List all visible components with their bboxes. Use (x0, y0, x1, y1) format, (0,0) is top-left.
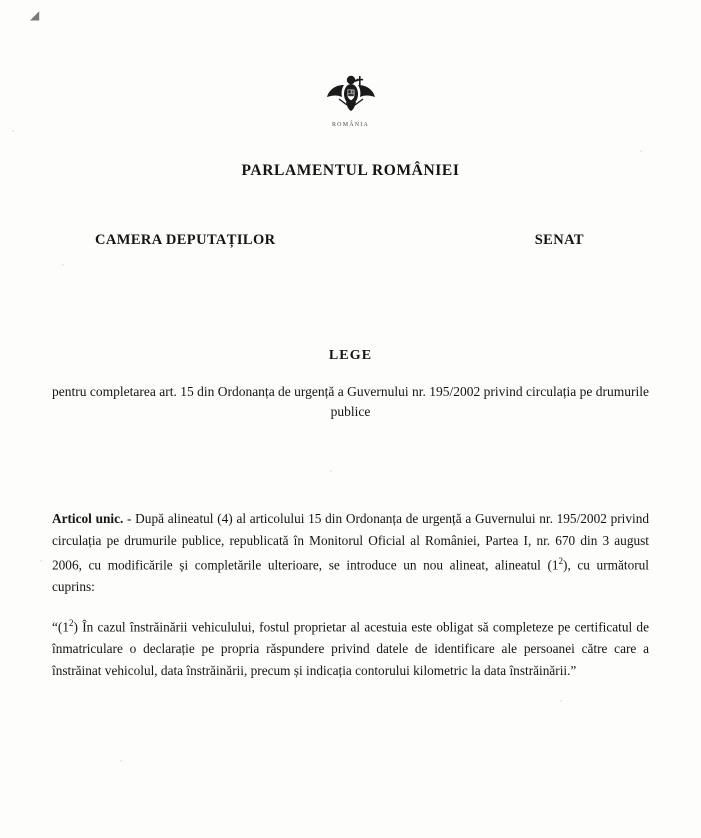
chambers-row (95, 232, 606, 249)
article-paragraph-1-superscript: 2 (558, 556, 564, 566)
article-paragraph-1 (52, 508, 649, 597)
article-paragraph-2-superscript: 2 (68, 618, 74, 629)
article-paragraph-2 (52, 613, 649, 681)
speckle (640, 150, 642, 152)
romania-coat-of-arms-icon (325, 68, 377, 116)
speckle (40, 560, 42, 562)
speckle (560, 700, 562, 702)
article-paragraph-1-text-b: ), cu următorul cuprins: (52, 557, 649, 594)
page-title: PARLAMENTUL ROMÂNIEI (241, 162, 460, 179)
corner-mark: ◢ (30, 8, 40, 22)
coat-of-arms-caption: ROMÂNIA (331, 122, 370, 128)
speckle (330, 470, 332, 472)
speckle (120, 760, 122, 762)
coat-of-arms-block (0, 68, 701, 128)
law-subtitle: pentru completarea art. 15 din Ordonanța de urgență a Guvernului nr. 195/2002 privind circulația pe drumurile publice (52, 384, 649, 419)
chamber-deputies-label: CAMERA DEPUTAȚILOR (95, 232, 276, 248)
chamber-senate-label: SENAT (534, 232, 584, 248)
speckle (12, 130, 14, 132)
article-body (52, 508, 649, 697)
speckle (62, 264, 64, 266)
article-paragraph-2-text-a: “(1 (52, 619, 69, 635)
article-paragraph-1-text-a: - După alineatul (4) al articolului 15 din Ordonanța de urgență a Guvernului nr. 195/2002 privind circulația pe drumurile publice, republicată în Monitorul Oficial al României, Partea I, nr. 670 din 3 august 2006, cu modificările și completările ulterioare, se introduce un nou alineat, alineatul (1 (52, 511, 650, 573)
article-paragraph-2-text-b: ) În cazul înstrăinării vehiculului, fostul proprietar al acestuia este obligat să completeze pe certificatul de înmatriculare o declarație pe propria răspundere privind datele de identificare ale persoanei către care a înstrăinat vehicolul, data înstrăinării, precum și indicația contorului kilometric la data înstrăinării.” (52, 619, 649, 678)
article-lead-label: Articol unic. (52, 511, 124, 526)
law-heading: LEGE (328, 348, 373, 363)
